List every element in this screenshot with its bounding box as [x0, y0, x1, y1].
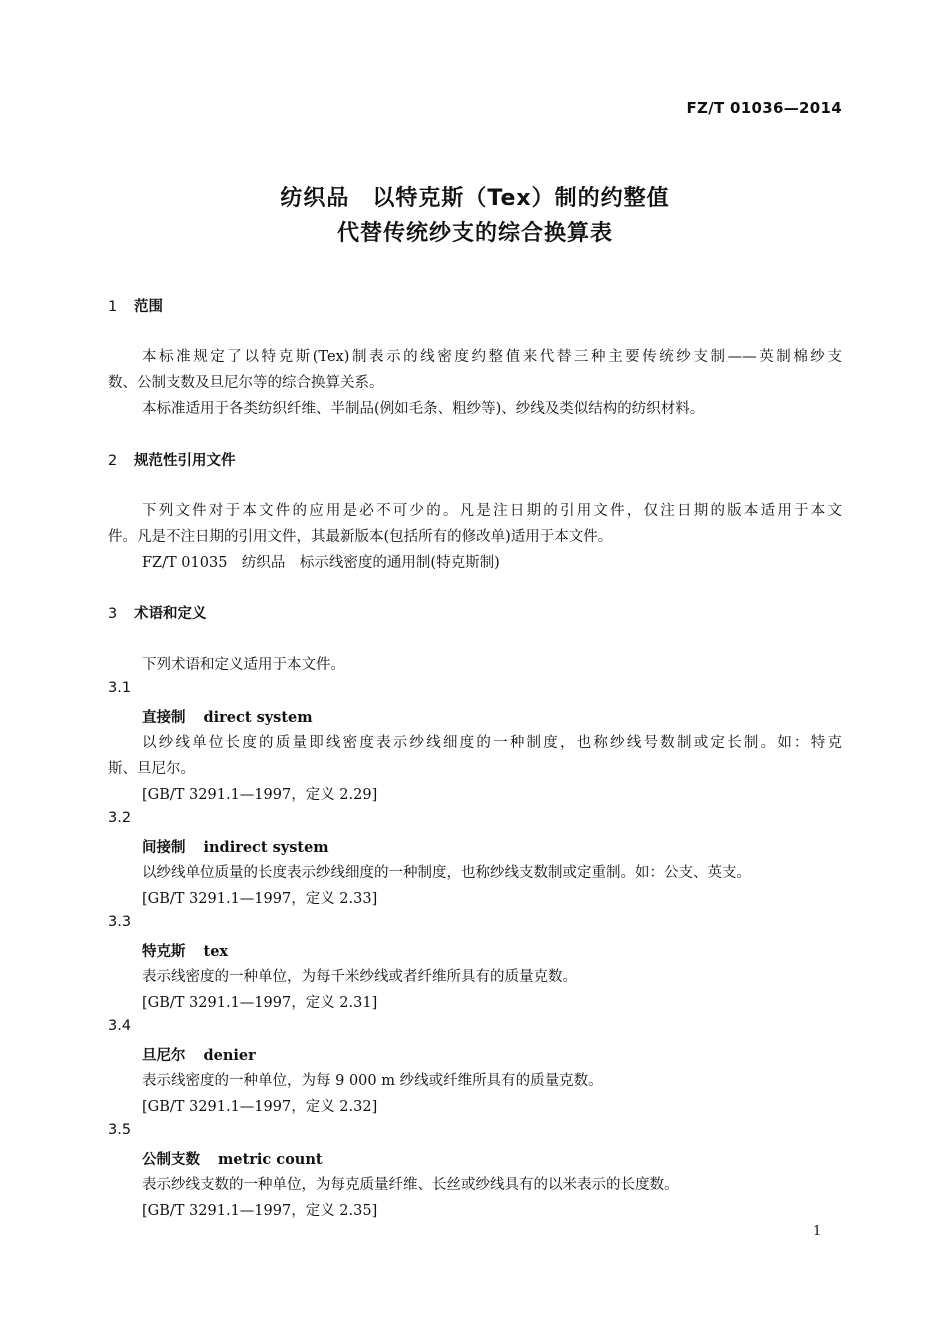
section-heading-scope — [108, 295, 163, 316]
paragraph-line: 本标准规定了以特克斯(Tex)制表示的线密度约整值来代替三种主要传统纱支制——英制棉纱支 — [142, 349, 842, 365]
term-entry — [142, 836, 329, 857]
term-chinese: 旦尼尔 — [142, 1048, 186, 1064]
term-chinese: 特克斯 — [142, 944, 186, 960]
term-definition-line: 以纱线单位长度的质量即线密度表示纱线细度的一种制度，也称纱线号数制或定长制。如：特克 — [142, 735, 842, 751]
term-english: metric count — [218, 1151, 323, 1168]
term-entry — [142, 706, 313, 727]
term-source-reference: [GB/T 3291.1—1997，定义 2.33] — [142, 891, 378, 907]
term-definition-line: 表示线密度的一种单位，为每 9 000 m 纱线或纤维所具有的质量克数。 — [142, 1073, 603, 1089]
paragraph-line: 下列文件对于本文件的应用是必不可少的。凡是注日期的引用文件，仅注日期的版本适用于本文 — [142, 503, 842, 519]
term-entry — [142, 940, 228, 961]
section-heading-normative-references — [108, 449, 236, 470]
term-english: direct system — [203, 709, 313, 726]
term-source-reference: [GB/T 3291.1—1997，定义 2.32] — [142, 1099, 378, 1115]
section-title: 范围 — [134, 299, 163, 315]
page-number: 1 — [813, 1224, 822, 1239]
term-chinese: 直接制 — [142, 710, 186, 726]
term-entry — [142, 1044, 256, 1065]
document-title-line-1: 纺织品 以特克斯（Tex）制的约整值 — [280, 186, 670, 211]
section-number: 3 — [108, 606, 118, 622]
paragraph: 本标准适用于各类纺织纤维、半制品(例如毛条、粗纱等)、纱线及类似结构的纺织材料。 — [142, 401, 705, 417]
term-chinese: 间接制 — [142, 840, 186, 856]
section-number: 1 — [108, 299, 118, 315]
term-source-reference: [GB/T 3291.1—1997，定义 2.35] — [142, 1203, 378, 1219]
section-title: 术语和定义 — [134, 606, 207, 622]
clause-number: 3.5 — [108, 1122, 132, 1138]
clause-number: 3.3 — [108, 914, 132, 930]
section-heading-terms — [108, 602, 207, 623]
paragraph-line: 数、公制支数及旦尼尔等的综合换算关系。 — [108, 375, 384, 391]
term-english: indirect system — [203, 839, 329, 856]
section-title: 规范性引用文件 — [134, 453, 236, 469]
standard-code: FZ/T 01036—2014 — [686, 99, 842, 117]
term-source-reference: [GB/T 3291.1—1997，定义 2.31] — [142, 995, 378, 1011]
term-definition-line: 以纱线单位质量的长度表示纱线细度的一种制度，也称纱线支数制或定重制。如：公支、英支。 — [142, 865, 751, 881]
document-title-line-2: 代替传统纱支的综合换算表 — [336, 221, 613, 246]
term-entry — [142, 1148, 323, 1169]
paragraph: 下列术语和定义适用于本文件。 — [142, 657, 345, 673]
clause-number: 3.4 — [108, 1018, 132, 1034]
section-number: 2 — [108, 453, 118, 469]
term-definition-line: 斯、旦尼尔。 — [108, 761, 195, 777]
term-english: denier — [203, 1047, 256, 1064]
clause-number: 3.2 — [108, 810, 132, 826]
term-definition-line: 表示纱线支数的一种单位，为每克质量纤维、长丝或纱线具有的以米表示的长度数。 — [142, 1177, 679, 1193]
normative-reference: FZ/T 01035 纺织品 标示线密度的通用制(特克斯制) — [142, 555, 500, 571]
term-chinese: 公制支数 — [142, 1152, 200, 1168]
term-english: tex — [203, 943, 229, 960]
term-definition-line: 表示线密度的一种单位，为每千米纱线或者纤维所具有的质量克数。 — [142, 969, 577, 985]
paragraph-line: 件。凡是不注日期的引用文件，其最新版本(包括所有的修改单)适用于本文件。 — [108, 529, 613, 545]
term-source-reference: [GB/T 3291.1—1997，定义 2.29] — [142, 787, 378, 803]
clause-number: 3.1 — [108, 680, 132, 696]
